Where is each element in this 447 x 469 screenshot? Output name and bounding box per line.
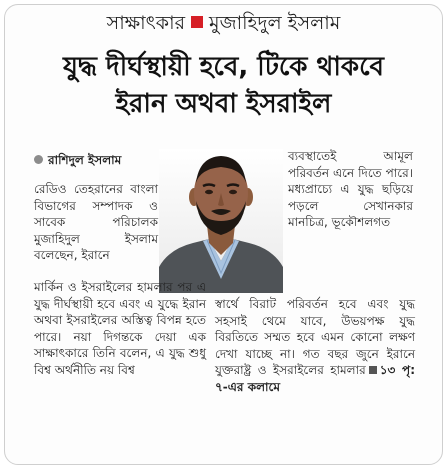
column-bottom-left [34, 279, 206, 378]
byline-author: রাশিদুল ইসলাম [48, 153, 122, 167]
column-bottom-right [215, 296, 415, 395]
kicker-label: সাক্ষাৎকার [106, 12, 186, 34]
headline-line-1: যুদ্ধ দীর্ঘস্থায়ী হবে, টিকে থাকবে [62, 52, 385, 82]
headline [10, 49, 437, 123]
column-left-top [34, 181, 158, 264]
headline-line-2: ইরান অথবা ইসরাইল [115, 89, 332, 119]
square-bullet-icon [369, 366, 377, 374]
kicker-line [0, 11, 447, 35]
byline [34, 152, 121, 168]
red-square-icon [191, 16, 203, 28]
article-text: স্বার্থে বিরাট পরিবর্তন হবে এবং যুদ্ধ সহসাই থেমে যাবে, উভয়পক্ষ যুদ্ধ বিরতিতে সম্মত হবে এমন কোনো লক্ষণ দেখা যাচ্ছে না। গত বছর জুনে ইরানে যুক্তরাষ্ট্র ও ইসরাইলের হামলার [215, 297, 415, 377]
jump-label: ১৩ পৃ: ৭-এর কলামে [215, 363, 415, 394]
article-paragraph [215, 296, 415, 395]
kicker-interviewee: মুজাহিদুল ইসলাম [209, 12, 341, 34]
column-right-top [288, 148, 413, 231]
portrait-illustration [159, 149, 283, 293]
portrait-photo [159, 149, 283, 293]
article-paragraph: রেডিও তেহরানের বাংলা বিভাগের সম্পাদক ও সাবেক পরিচালক মুজাহিদুল ইসলাম বলেছেন, ইরানে [34, 182, 158, 262]
article-paragraph: ব্যবস্থাতেই আমূল পরিবর্তন এনে দিতে পারে। মধ্যপ্রাচ্যে এ যুদ্ধ ছড়িয়ে পড়লে সেখানকার মানচিত্র, ভূকৌশলগত [288, 149, 413, 229]
bullet-icon [34, 155, 43, 164]
article-paragraph: মার্কিন ও ইসরাইলের হামলার পর এ যুদ্ধ দীর্ঘস্থায়ী হবে এবং এ যুদ্ধে ইরান অথবা ইসরাইলের অস্তিত্ব বিপন্ন হতে পারে। নয়া দিগন্তকে দেয়া এক সাক্ষাৎকারে তিনি বলেন, এ যুদ্ধ শুধু বিশ্ব অর্থনীতি নয় বিশ্ব [34, 280, 206, 377]
